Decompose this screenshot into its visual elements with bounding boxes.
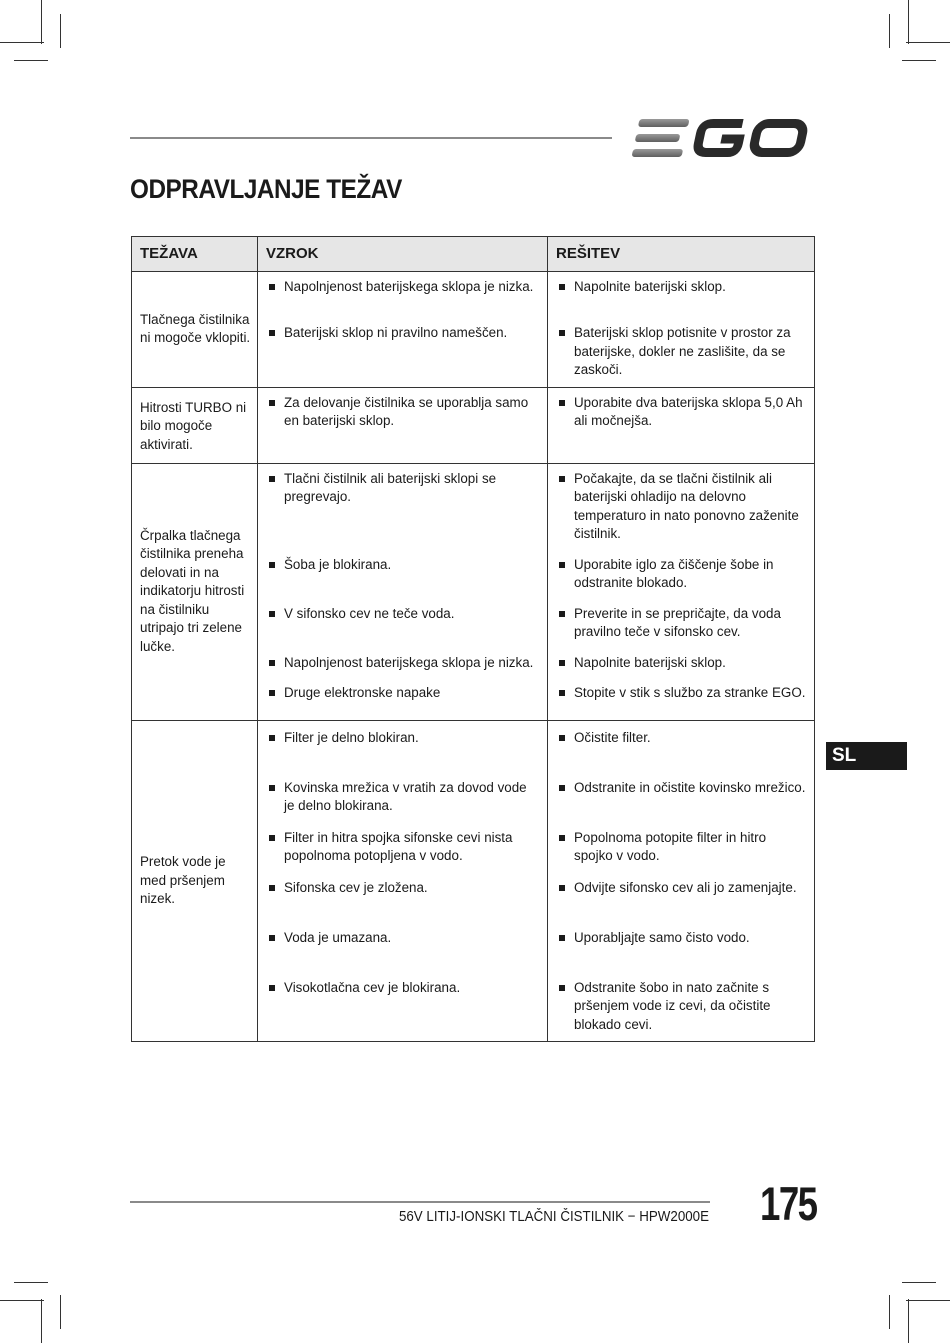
cause-item: Voda je umazana. [268,929,539,979]
page-number: 175 [760,1177,817,1230]
header-solution: REŠITEV [548,237,815,272]
crop-mark [902,1282,936,1283]
header-cause: VZROK [258,237,548,272]
crop-mark [41,1299,42,1343]
cause-item: Baterijski sklop ni pravilno nameščen. [268,324,539,343]
problem-text: Tlačnega čistilnika ni mogoče vklopiti. [140,311,251,346]
solution-item: Odstranite šobo in nato začnite s pršenjem vode iz cevi, da očistite blokado cevi. [558,979,806,1035]
problem-cell [132,387,258,463]
problem-text: Pretok vode je med pršenjem nizek. [140,854,226,906]
crop-mark [41,0,42,44]
cause-item: V sifonsko cev ne teče voda. [268,605,539,654]
cause-item: Visokotlačna cev je blokirana. [268,979,539,998]
solution-item: Očistite filter. [558,729,806,779]
solution-item: Uporabite iglo za čiščenje šobe in odstranite blokado. [558,556,806,605]
solution-item: Napolnite baterijski sklop. [558,654,806,684]
cause-item: Napolnjenost baterijskega sklopa je nizka. [268,654,539,684]
solution-cell [548,720,815,1042]
solution-item: Odstranite in očistite kovinsko mrežico. [558,779,806,829]
footer-product-title: 56V LITIJ-IONSKI TLAČNI ČISTILNIK − HPW2000E [398,1209,709,1225]
solution-item: Uporabite dva baterijska sklopa 5,0 Ah ali močnejša. [558,394,806,431]
crop-mark [60,1295,61,1329]
solution-cell [548,463,815,720]
page-title: ODPRAVLJANJE TEŽAV [130,174,402,204]
crop-mark [908,0,909,44]
cause-item: Tlačni čistilnik ali baterijski sklopi se pregrevajo. [268,470,539,556]
cause-item: Kovinska mrežica v vratih za dovod vode je delno blokirana. [268,779,539,829]
solution-item: Popolnoma potopite filter in hitro spojko v vodo. [558,829,806,879]
cause-cell [258,272,548,388]
cause-item: Druge elektronske napake [268,684,539,703]
crop-mark [906,42,950,43]
problem-text: Črpalka tlačnega čistilnika preneha delovati in na indikatorju hitrosti na čistilniku utripajo tri zelene lučke. [140,527,245,654]
header-rule [130,137,612,139]
footer-rule [130,1201,710,1203]
crop-mark [14,60,48,61]
solution-item: Napolnite baterijski sklop. [558,278,806,324]
table-row [132,463,815,720]
table-row [132,720,815,1042]
cause-item: Filter je delno blokiran. [268,729,539,779]
crop-mark [0,1300,44,1301]
problem-cell [132,272,258,388]
crop-mark [60,14,61,48]
crop-mark [908,1299,909,1343]
crop-mark [0,42,44,43]
cause-cell [258,720,548,1042]
cause-item: Šoba je blokirana. [268,556,539,605]
solution-cell [548,272,815,388]
cause-item: Za delovanje čistilnika se uporablja samo en baterijski sklop. [268,394,539,431]
cause-cell [258,387,548,463]
crop-mark [902,60,936,61]
solution-item: Počakajte, da se tlačni čistilnik ali baterijski ohladijo na delovno temperaturo in nato ponovno zaženite čistilnik. [558,470,806,556]
solution-item: Uporabljajte samo čisto vodo. [558,929,806,979]
ego-logo [628,117,812,159]
troubleshooting-table [131,236,815,1042]
solution-item: Stopite v stik s službo za stranke EGO. [558,684,806,703]
cause-item: Sifonska cev je zložena. [268,879,539,929]
solution-cell [548,387,815,463]
problem-text: Hitrosti TURBO ni bilo mogoče aktivirati. [140,399,247,452]
language-tab: SL [826,742,907,770]
crop-mark [889,1295,890,1329]
problem-cell [132,720,258,1042]
table-row [132,272,815,388]
crop-mark [14,1282,48,1283]
solution-item: Odvijte sifonsko cev ali jo zamenjajte. [558,879,806,929]
problem-cell [132,463,258,720]
header-problem: TEŽAVA [132,237,258,272]
crop-mark [906,1300,950,1301]
cause-item: Filter in hitra spojka sifonske cevi nista popolnoma potopljena v vodo. [268,829,539,879]
cause-cell [258,463,548,720]
solution-item: Preverite in se prepričajte, da voda pravilno teče v sifonsko cev. [558,605,806,654]
crop-mark [889,14,890,48]
table-row [132,387,815,463]
solution-item: Baterijski sklop potisnite v prostor za baterijske, dokler ne zaslišite, da se zaskoči. [558,324,806,380]
table-header-row [132,237,815,272]
cause-item: Napolnjenost baterijskega sklopa je nizka. [268,278,539,324]
